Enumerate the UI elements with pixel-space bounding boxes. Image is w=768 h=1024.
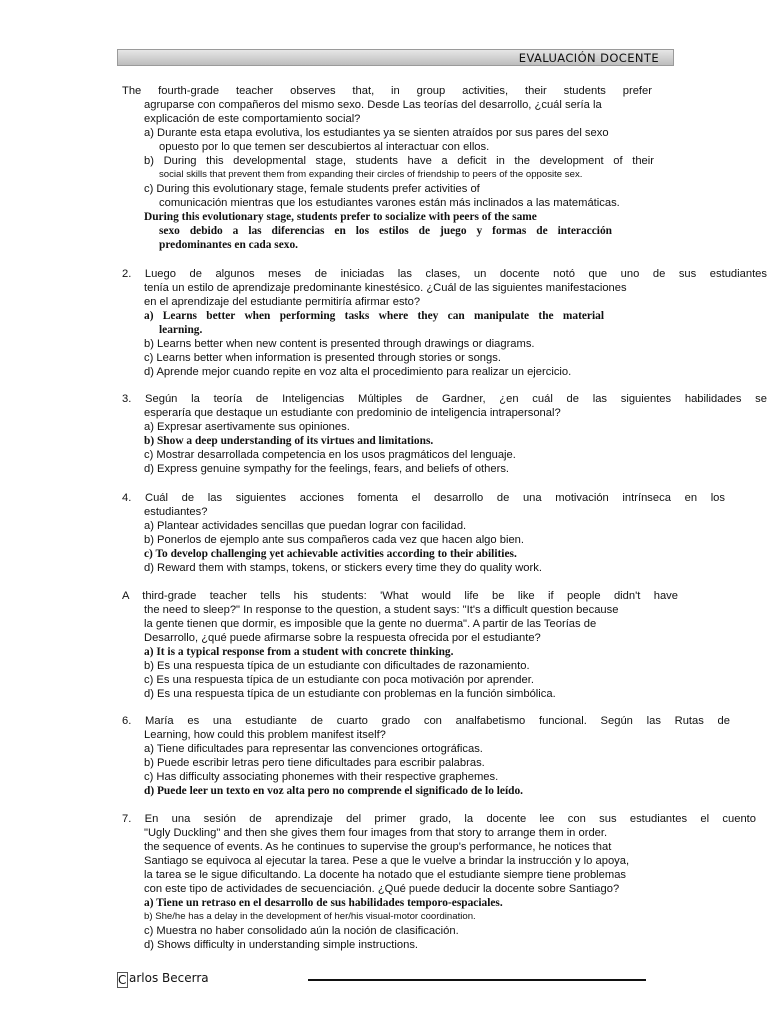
question-text: estudiantes? [144,506,208,518]
option-b: b) Ponerlos de ejemplo ante sus compañeros cada vez que hacen algo bien. [144,534,524,546]
header-bar [117,49,674,66]
question-text: en el aprendizaje del estudiante permitiría afirmar esto? [144,296,421,308]
question-text: the sequence of events. As he continues to supervise the group's performance, he notices that [144,841,612,853]
option-c: c) Has difficulty associating phonemes with their respective graphemes. [144,771,499,783]
option-d: d) Shows difficulty in understanding simple instructions. [144,939,419,951]
question-1 [122,84,767,252]
question-text: the need to sleep?" In response to the question, a student says: "It's a difficult question because [144,604,619,616]
option-d: d) Aprende mejor cuando repite en voz alta el procedimiento para realizar un ejercicio. [144,366,572,378]
question-text: 7. En una sesión de aprendizaje del primer grado, la docente lee con sus estudiantes el cuento [122,813,756,825]
option-c: c) During this evolutionary stage, female students prefer activities of [144,183,480,195]
option-a-correct: a) Tiene un retraso en el desarrollo de sus habilidades temporo-espaciales. [144,897,503,909]
question-2 [122,267,767,379]
option-d-cont: predominantes en cada sexo. [159,239,299,251]
author-initial-box [117,972,128,988]
option-b: b) During this developmental stage, students have a deficit in the development of their [144,155,654,167]
question-text: 4. Cuál de las siguientes acciones fomenta el desarrollo de una motivación intrínseca en los [122,492,725,504]
option-a: a) Plantear actividades sencillas que puedan lograr con facilidad. [144,520,467,532]
author-initial: C [118,973,127,987]
option-b: b) Es una respuesta típica de un estudiante con dificultades de razonamiento. [144,660,530,672]
option-a-cont: opuesto por lo que temen ser descubiertos al interactuar con ellos. [159,141,490,153]
option-b-correct: b) Show a deep understanding of its virtues and limitations. [144,435,434,447]
document-title: EVALUACIÓN DOCENTE [518,51,659,65]
option-c-correct: c) To develop challenging yet achievable activities according to their abilities. [144,548,517,560]
option-d: d) Reward them with stamps, tokens, or stickers every time they do quality work. [144,562,542,574]
option-d: d) Express genuine sympathy for the feelings, fears, and beliefs of others. [144,463,510,475]
question-text: The fourth-grade teacher observes that, in group activities, their students prefer [122,85,652,97]
option-b: b) Puede escribir letras pero tiene dificultades para escribir palabras. [144,757,485,769]
question-text: con este tipo de actividades de secuenciación. ¿Qué puede deducir la docente sobre Santiago? [144,883,620,895]
option-c: c) Mostrar desarrollada competencia en los usos pragmáticos del lenguaje. [144,449,516,461]
author-name-rest: arlos Becerra [129,971,209,985]
option-a: a) Tiene dificultades para representar las convenciones ortográficas. [144,743,483,755]
footer-rule [308,979,646,981]
option-c: c) Learns better when information is presented through stories or songs. [144,352,501,364]
option-c: c) Muestra no haber consolidado aún la noción de clasificación. [144,925,459,937]
question-text: tenía un estilo de aprendizaje predominante kinestésico. ¿Cuál de las siguientes manifestaciones [144,282,627,294]
option-a: a) Expresar asertivamente sus opiniones. [144,421,350,433]
option-a-correct: a) Learns better when performing tasks where they can manipulate the material [144,310,604,322]
question-text: 3. Según la teoría de Inteligencias Múltiples de Gardner, ¿en cuál de las siguientes habilidades se [122,393,767,405]
question-text: la tarea se le sigue dificultando. La docente ha notado que el estudiante siempre tiene problemas [144,869,627,881]
option-a-correct: a) It is a typical response from a student with concrete thinking. [144,646,454,658]
option-a-cont: learning. [159,324,203,336]
question-text: "Ugly Duckling" and then she gives them four images from that story to arrange them in order. [144,827,608,839]
question-5 [122,589,767,701]
question-7 [122,812,767,952]
question-text: Learning, how could this problem manifest itself? [144,729,386,741]
question-text: 6. María es una estudiante de cuarto grado con analfabetismo funcional. Según las Rutas de [122,715,730,727]
option-b-cont: social skills that prevent them from expanding their circles of friendship to peers of the opposite sex. [159,169,583,180]
option-a: a) Durante esta etapa evolutiva, los estudiantes ya se sienten atraídos por sus pares del sexo [144,127,609,139]
option-b: b) Learns better when new content is presented through drawings or diagrams. [144,338,535,350]
question-text: esperaría que destaque un estudiante con predominio de inteligencia intrapersonal? [144,407,561,419]
option-b: b) She/he has a delay in the development of her/his visual-motor coordination. [144,911,476,922]
question-text: Desarrollo, ¿qué puede afirmarse sobre la respuesta ofrecida por el estudiante? [144,632,541,644]
question-text: Santiago se equivoca al ejecutar la tarea. Pese a que le vuelve a brindar la instrucción y lo apoya, [144,855,630,867]
question-text: agruparse con compañeros del mismo sexo. Desde Las teorías del desarrollo, ¿cuál sería la [144,99,602,111]
question-text: 2. Luego de algunos meses de iniciadas las clases, un docente notó que uno de sus estudiantes [122,268,767,280]
question-text: explicación de este comportamiento social? [144,113,361,125]
question-text: A third-grade teacher tells his students: 'What would life be like if people didn't have [122,590,678,602]
question-4 [122,491,767,575]
option-d-correct: During this evolutionary stage, students prefer to socialize with peers of the same [144,211,537,223]
question-text: la gente tienen que dormir, es imposible que la gente no duerma". A partir de las Teorías de [144,618,597,630]
option-d-correct: d) Puede leer un texto en voz alta pero no comprende el significado de lo leído. [144,785,524,797]
option-c-cont: comunicación mientras que los estudiantes varones están más inclinados a las matemáticas. [159,197,620,209]
question-6 [122,714,767,798]
question-3 [122,392,767,476]
author-name [117,971,209,988]
option-d-cont: sexo debido a las diferencias en los estilos de juego y formas de interacción [159,225,612,237]
option-d: d) Es una respuesta típica de un estudiante con problemas en la función simbólica. [144,688,556,700]
option-c: c) Es una respuesta típica de un estudiante con poca motivación por aprender. [144,674,534,686]
